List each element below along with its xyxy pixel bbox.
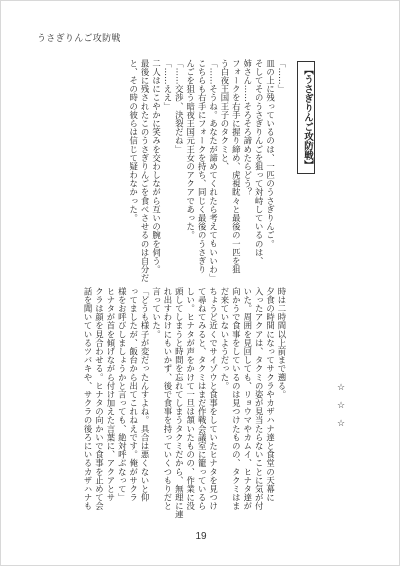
text-line: んごを狙う暗夜王国元王女のアクアであった。 bbox=[185, 59, 196, 240]
section-break-stars: ☆☆☆ bbox=[336, 383, 346, 437]
running-head: うさぎりんご攻防戦 bbox=[37, 34, 121, 44]
text-line: だ来ていないようだった。 bbox=[219, 287, 230, 391]
text-line: ちょうど近くでサイゾウと食事をしていたヒナタを見つけ bbox=[208, 287, 219, 511]
text-line: 頭してしまうと時間を忘れてしまうタクミだから、無理に連 bbox=[174, 287, 185, 519]
text-line: そしてそのうさぎりんごを狙って対峙しているのは、 bbox=[254, 59, 265, 266]
text-line: 「……ええ」 bbox=[162, 59, 173, 111]
text-line: 入ったアクアは、タクミの姿が見当たらないことに気が付 bbox=[254, 287, 265, 511]
text-line: う白夜王国王子のタクミと、 bbox=[219, 59, 230, 171]
text-line: 最後に残されたこのうさぎりんごを食べさせるのは自分だ bbox=[140, 59, 151, 283]
text-line: ヒナタが首を傾げながら付け加えた言葉に、アクアとサ bbox=[105, 287, 116, 502]
text-line: ってましたが、飯台から出てこれねえです。俺がサクラ bbox=[128, 287, 139, 502]
text-line: 話を聞いているツバキや、サクラの後ろにいるカザハナも bbox=[83, 287, 94, 511]
text-line: フォークを右手に握り締め、虎視眈々と最後の一匹を狙 bbox=[231, 59, 242, 274]
text-line: 二人はにこやかに笑みを交わしながら互いの腕を伺う。 bbox=[151, 59, 162, 274]
text-line: て尋ねてみると、タクミはまだ作戦会議室に籠っているら bbox=[197, 287, 208, 511]
text-line: 「どうも様子が変だったんすよね。具合は悪くないと仰 bbox=[140, 287, 151, 502]
text-line: こちらも右手にフォークを持ち、同じく最後のうさぎり bbox=[197, 59, 208, 274]
text-line: 向かうで食事をしているのは見つけたものの、タクミはま bbox=[231, 287, 242, 511]
chapter-title: 【うさぎりんご攻防戦】 bbox=[297, 61, 315, 174]
text-line: いた。周囲を見回しても、リョウマやカムイ、ヒナタ達が bbox=[242, 287, 253, 511]
text-line: 「……そうね。あなたが諦めてくれたら考えてもいいわ」 bbox=[208, 59, 219, 283]
text-line: 「……」 bbox=[277, 59, 287, 94]
text-line: 姉さん……そろそろ諦めたらどう？ bbox=[242, 59, 253, 197]
text-line: 時は二時間以上前まで遡る。 bbox=[277, 287, 287, 399]
text-line: 様をお呼びしましょうかと言っても、絶対呼ぶなって」 bbox=[117, 287, 128, 502]
text-line: と、その時の彼らは信じて疑わなかった。 bbox=[128, 59, 139, 223]
text-line: 「……交渉、決裂だね」 bbox=[174, 59, 185, 154]
text-line: れ出すわけにもいかず、後で食事を持っていくつもりだと bbox=[162, 287, 173, 511]
upper-text-block bbox=[61, 59, 287, 311]
page-number: 19 bbox=[195, 531, 207, 542]
text-line: クラは顔を見合わせる。ヒナタの向かいで食事を止めて会 bbox=[94, 287, 105, 511]
lower-text-block bbox=[61, 287, 287, 537]
text-line: 皿の上に残っているのは、一匹のうさぎりんご。 bbox=[265, 59, 276, 248]
text-line: 言っていた。 bbox=[151, 287, 162, 339]
text-line: 夕食の時間になってサクラやカザハナ達と食堂の天幕に bbox=[265, 287, 276, 502]
text-line: しい。ヒナタが声をかけて一旦は頷いたものの、作業に没 bbox=[185, 287, 196, 511]
